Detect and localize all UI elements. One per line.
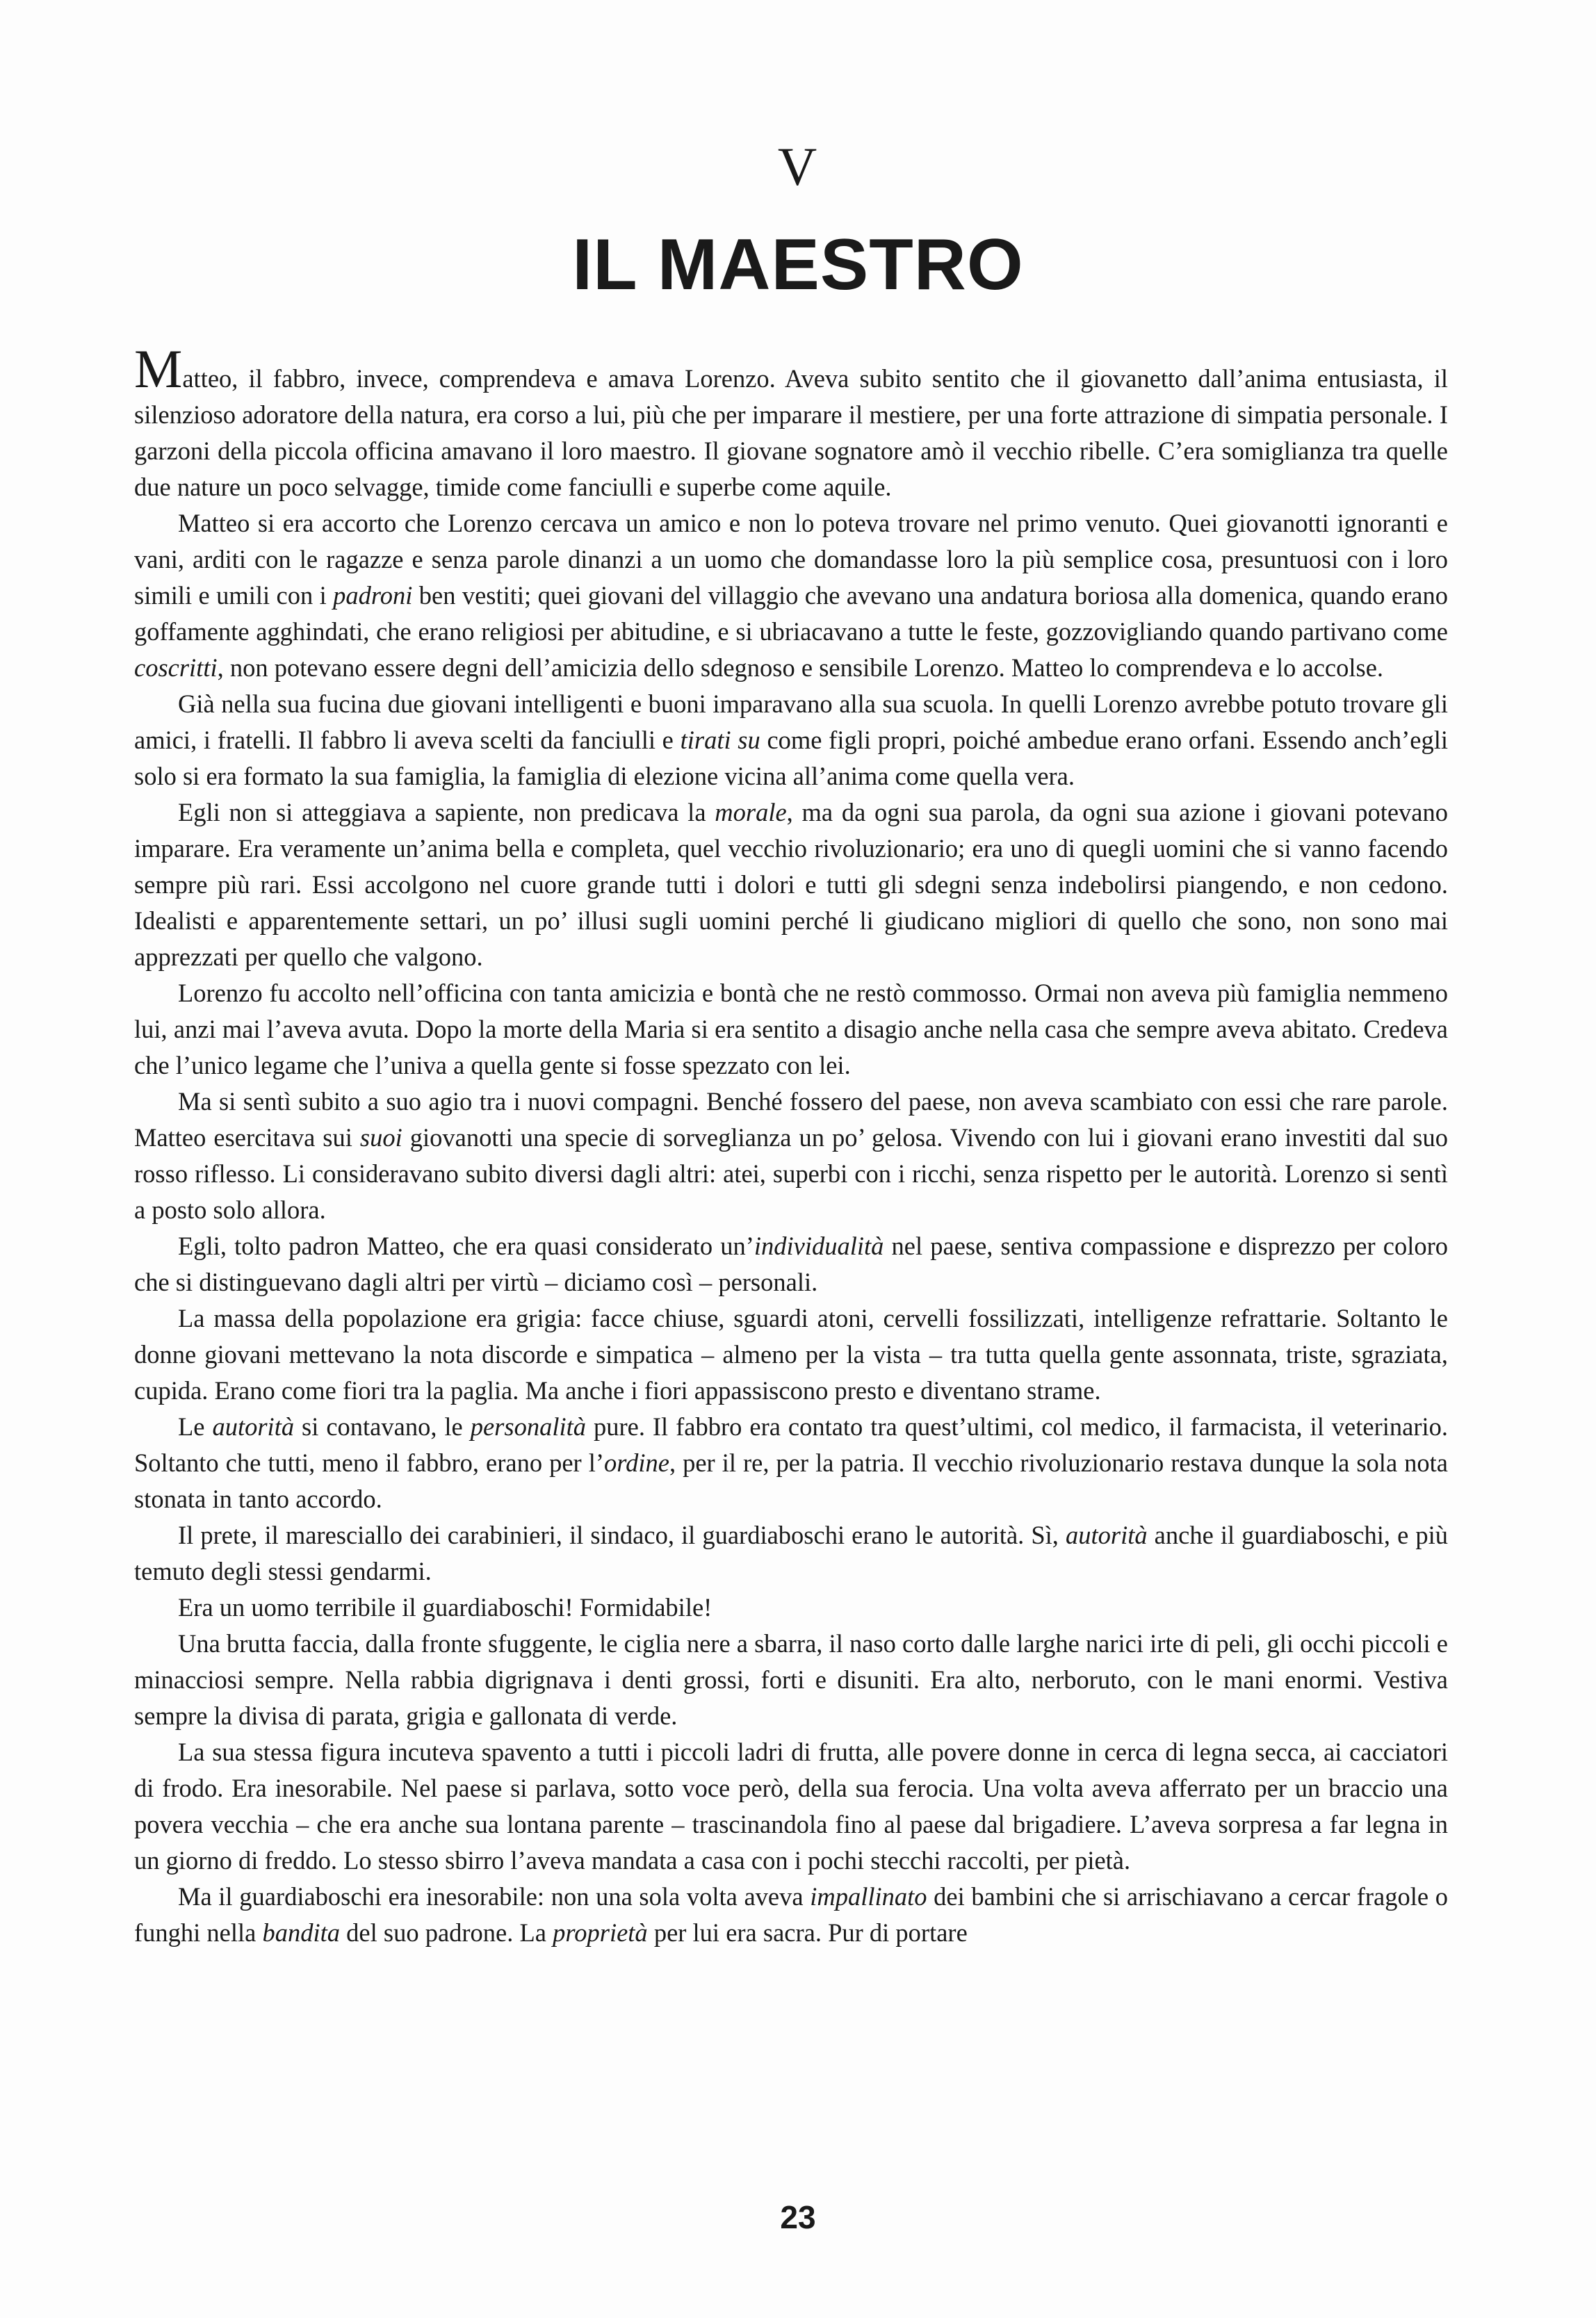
italic-text: bandita bbox=[262, 1918, 341, 1947]
paragraph bbox=[134, 1590, 1448, 1626]
text-run: per lui era sacra. Pur di portare bbox=[647, 1918, 968, 1947]
italic-text: coscritti bbox=[134, 653, 218, 682]
text-run: Lorenzo fu accolto nell’officina con tanta amicizia e bontà che ne restò commosso. Ormai non aveva più famiglia nemmeno lui, anzi mai l’aveva avuta. Dopo la morte della Maria si era sentito a disagio anche nella casa che sempre aveva abitato. Credeva che l’unico legame che l’univa a quella gente si fosse spezzato con lei. bbox=[134, 979, 1448, 1079]
italic-text: ordine bbox=[604, 1448, 669, 1477]
italic-text: morale bbox=[715, 798, 787, 826]
text-run: giovanotti una specie di sorveglianza un po’ gelosa. Vivendo con lui i giovani erano investiti dal suo rosso riflesso. Li consideravano subito diversi dagli altri: atei, superbi con i ricchi, senza rispetto per le autorità. Lorenzo si sentì a posto solo allora. bbox=[134, 1123, 1448, 1224]
text-run: anche il guardiaboschi, e più temuto degli stessi gendarmi. bbox=[134, 1521, 1449, 1585]
drop-cap-letter: M bbox=[134, 338, 183, 399]
italic-text: tirati su bbox=[680, 726, 760, 754]
chapter-title: IL MAESTRO bbox=[572, 225, 1024, 305]
text-run: Una brutta faccia, dalla fronte sfuggente, le ciglia nere a sbarra, il naso corto dalle larghe narici irte di peli, gli occhi piccoli e minacciosi sempre. Nella rabbia digrignava i denti grossi, forti e disuniti. Era alto, nerboruto, con le mani enormi. Vestiva sempre la divisa di parata, grigia e gallonata di verde. bbox=[134, 1629, 1448, 1730]
paragraph bbox=[134, 686, 1448, 794]
paragraph bbox=[134, 338, 1448, 505]
text-run: nel paese, sentiva compassione e disprezzo per coloro che si distinguevano dagli altri per virtù – diciamo così – personali. bbox=[134, 1232, 1448, 1296]
text-run: Era un uomo terribile il guardiaboschi! Formidabile! bbox=[178, 1593, 712, 1622]
chapter-number: V bbox=[777, 136, 819, 197]
paragraph bbox=[134, 975, 1448, 1084]
text-run: Il prete, il maresciallo dei carabinieri, il sindaco, il guardiaboschi erano le autorità. Sì, bbox=[178, 1521, 1066, 1549]
paragraph bbox=[134, 794, 1448, 975]
text-run: Già nella sua fucina due giovani intelligenti e buoni imparavano alla sua scuola. In quelli Lorenzo avrebbe potuto trovare gli amici, i fratelli. Il fabbro li aveva scelti da fanciulli e bbox=[134, 689, 1448, 754]
italic-text: proprietà bbox=[553, 1918, 648, 1947]
italic-text: personalità bbox=[470, 1412, 587, 1441]
paragraph bbox=[134, 1228, 1448, 1300]
text-run: Egli, tolto padron Matteo, che era quasi considerato un’ bbox=[178, 1232, 754, 1260]
text-run: La massa della popolazione era grigia: facce chiuse, sguardi atoni, cervelli fossilizzati, intelligenze refrattarie. Soltanto le donne giovani mettevano la nota discorde e simpatica – almeno per la vista – tra tutta quella gente assonnata, triste, sgraziata, cupida. Erano come fiori tra la paglia. Ma anche i fiori appassiscono presto e diventano strame. bbox=[134, 1304, 1448, 1405]
text-run: , non potevano essere degni dell’amicizia dello sdegnoso e sensibile Lorenzo. Matteo lo comprendeva e lo accolse. bbox=[217, 653, 1384, 682]
text-run: atteo, il fabbro, invece, comprendeva e amava Lorenzo. Aveva subito sentito che il giovanetto dall’anima entusiasta, il silenzioso adoratore della natura, era corso a lui, più che per imparare il mestiere, per una forte attrazione di simpatia personale. I garzoni della piccola officina amavano il loro maestro. Il giovane sognatore amò il vecchio ribelle. C’era somiglianza tra quelle due nature un poco selvagge, timide come fanciulli e superbe come aquile. bbox=[134, 364, 1448, 501]
paragraph bbox=[134, 1084, 1448, 1228]
paragraph bbox=[134, 1517, 1448, 1590]
italic-text: autorità bbox=[212, 1412, 295, 1441]
text-run: , per il re, per la patria. Il vecchio rivoluzionario restava dunque la sola nota stonata in tanto accordo. bbox=[134, 1448, 1448, 1513]
text-run: Ma il guardiaboschi era inesorabile: non una sola volta aveva bbox=[178, 1882, 811, 1911]
page-number: 23 bbox=[780, 2199, 816, 2235]
text-run: Le bbox=[178, 1412, 213, 1441]
paragraph bbox=[134, 1734, 1448, 1879]
paragraph bbox=[134, 1300, 1448, 1409]
italic-text: suoi bbox=[359, 1123, 402, 1152]
text-run: ben vestiti; quei giovani del villaggio che avevano una andatura boriosa alla domenica, quando erano goffamente agghindati, che erano religiosi per abitudine, e si ubriacavano a tutte le feste, gozzovigliando quando partivano come bbox=[134, 581, 1448, 646]
text-run: del suo padrone. La bbox=[340, 1918, 553, 1947]
paragraph bbox=[134, 1879, 1448, 1951]
text-run: Ma si sentì subito a suo agio tra i nuovi compagni. Benché fossero del paese, non aveva scambiato con essi che rare parole. Matteo esercitava sui bbox=[134, 1087, 1448, 1152]
text-run: Egli non si atteggiava a sapiente, non predicava la bbox=[178, 798, 715, 826]
italic-text: autorità bbox=[1065, 1521, 1148, 1549]
paragraph bbox=[134, 505, 1448, 686]
text-run: dei bambini che si arrischiavano a cercar fragole o funghi nella bbox=[134, 1882, 1448, 1947]
italic-text: padroni bbox=[333, 581, 413, 610]
text-run: La sua stessa figura incuteva spavento a tutti i piccoli ladri di frutta, alle povere donne in cerca di legna secca, ai cacciatori di frodo. Era inesorabile. Nel paese si parlava, sotto voce però, della sua ferocia. Una volta aveva afferrato per un braccio una povera vecchia – che era anche sua lontana parente – trascinandola fino al paese dal brigadiere. L’aveva sorpresa a far legna in un giorno di freddo. Lo stesso sbirro l’aveva mandata a casa con i pochi stecchi raccolti, per pietà. bbox=[134, 1738, 1448, 1875]
chapter-body-text bbox=[134, 338, 1449, 1951]
paragraph bbox=[134, 1409, 1448, 1517]
italic-text: individualità bbox=[754, 1232, 884, 1260]
text-run: come figli propri, poiché ambedue erano orfani. Essendo anch’egli solo si era formato la sua famiglia, la famiglia di elezione vicina all’anima come quella vera. bbox=[134, 726, 1448, 790]
text-run: pure. Il fabbro era contato tra quest’ultimi, col medico, il farmacista, il veterinario. Soltanto che tutti, meno il fabbro, erano per l’ bbox=[134, 1412, 1448, 1477]
italic-text: impallinato bbox=[810, 1882, 927, 1911]
text-run: Matteo si era accorto che Lorenzo cercava un amico e non lo poteva trovare nel primo venuto. Quei giovanotti ignoranti e vani, arditi con le ragazze e senza parole dinanzi a un uomo che domandasse loro la più semplice cosa, presuntuosi con i loro simili e umili con i bbox=[134, 509, 1448, 610]
text-run: , ma da ogni sua parola, da ogni sua azione i giovani potevano imparare. Era veramente un’anima bella e completa, quel vecchio rivoluzionario; era uno di quegli uomini che si vanno facendo sempre più rari. Essi accolgono nel cuore grande tutti i dolori e tutti gli sdegni senza indebolirsi piangendo, e non cedono. Idealisti e apparentemente settari, un po’ illusi sugli uomini perché li giudicano migliori di quello che sono, non sono mai apprezzati per quello che valgono. bbox=[134, 798, 1449, 971]
text-run: si contavano, le bbox=[294, 1412, 471, 1441]
paragraph bbox=[134, 1626, 1448, 1734]
